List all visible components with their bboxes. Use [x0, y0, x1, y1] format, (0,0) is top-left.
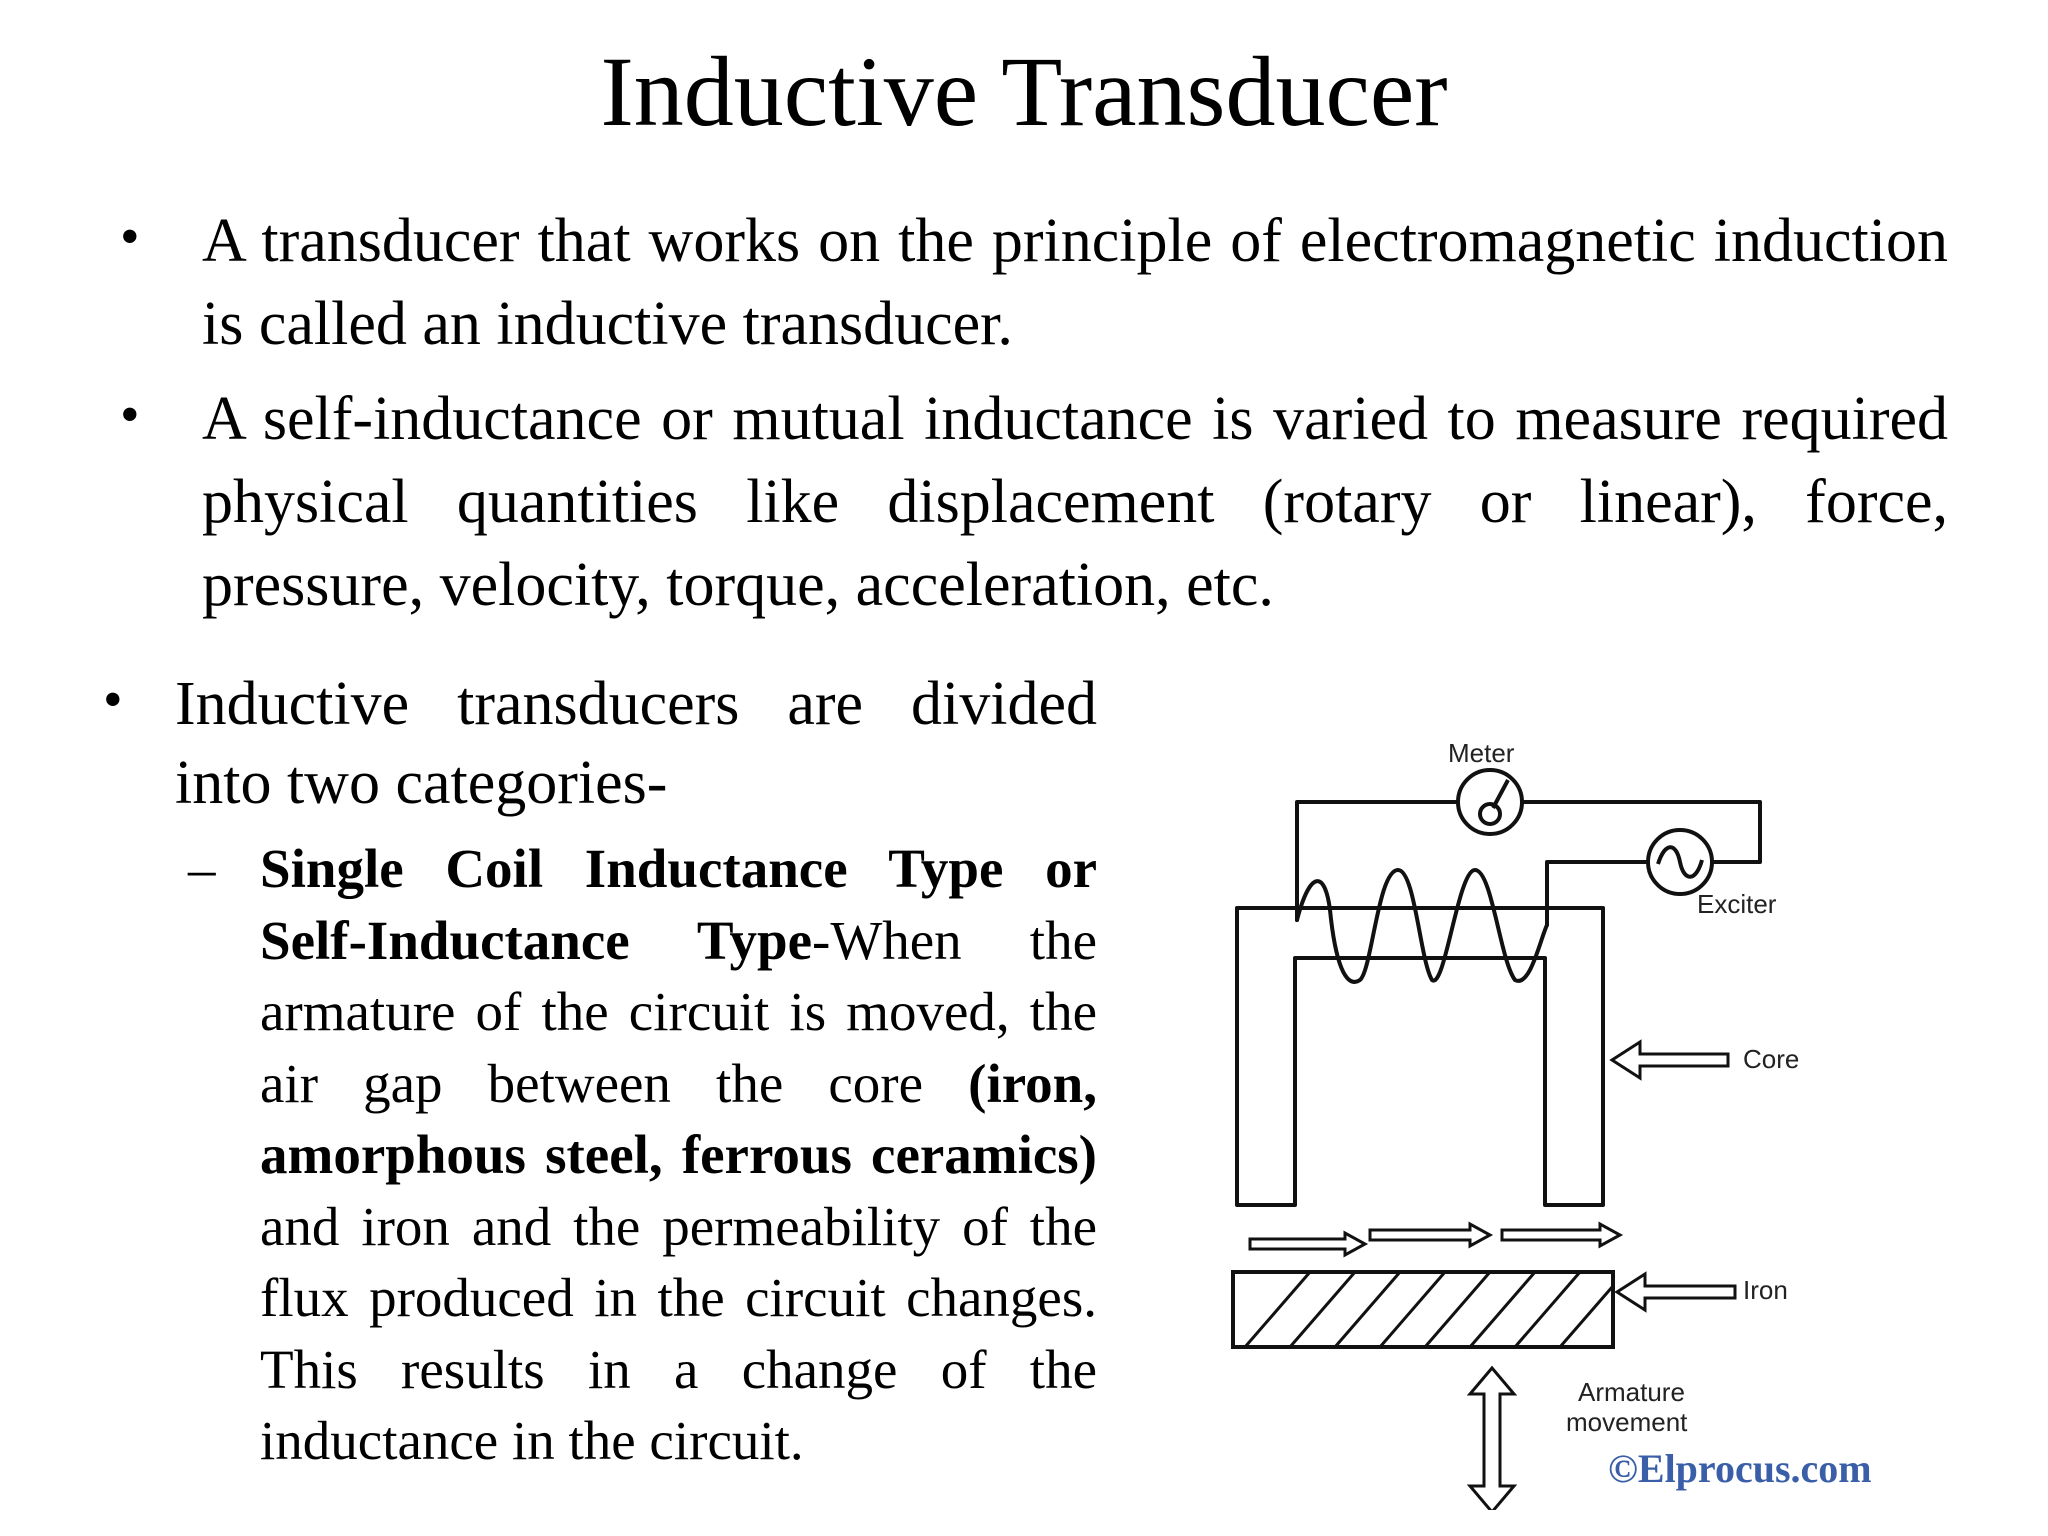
iron-armature [1233, 1272, 1613, 1347]
label-core: Core [1743, 1044, 1800, 1074]
label-exciter: Exciter [1697, 889, 1777, 919]
meter-icon [1458, 770, 1522, 834]
meter-wire-left [1297, 802, 1458, 920]
sub-bullet-emphasis: (iron, amorphous steel, ferrous ceramics) [260, 1052, 1097, 1185]
bullet-dot: • [120, 206, 140, 268]
label-armature: Armature [1578, 1377, 1685, 1407]
label-movement: movement [1566, 1407, 1688, 1437]
bullet-text: Inductive transducers are divided into two categories- [175, 670, 1097, 817]
sub-bullet-dash: – [188, 838, 216, 899]
bullet-dot: • [103, 669, 123, 731]
core-shape [1237, 908, 1603, 1205]
bullet-categories [103, 665, 1097, 823]
label-iron: Iron [1743, 1275, 1788, 1305]
bullet-text: A transducer that works on the principle of electromagnetic induction is called an inductive transducer. [202, 207, 1948, 358]
flux-arrows [1250, 1224, 1620, 1255]
bullet-text: A self-inductance or mutual inductance is varied to measure required physical quantities like displacement (rotary or linear), force, pressure, velocity, torque, acceleration, etc. [202, 385, 1948, 619]
sub-bullet-text-a: -When the armature of the circuit is moved, the air gap between the core [260, 909, 1097, 1114]
inductive-transducer-diagram [1200, 730, 1990, 1510]
bullet-measurement [120, 378, 1948, 627]
label-meter: Meter [1448, 738, 1515, 768]
coil-winding [1297, 870, 1547, 982]
exciter-wire [1547, 862, 1648, 925]
bullet-definition [120, 200, 1948, 366]
meter-wire-right [1522, 802, 1760, 862]
elprocus-watermark: ©Elprocus.com [1608, 1446, 1872, 1491]
exciter-icon [1648, 830, 1712, 894]
slide-title: Inductive Transducer [600, 36, 1448, 147]
sub-bullet-heading: Single Coil Inductance Type or Self-Inductance Type [260, 838, 1097, 971]
armature-movement-arrow [1470, 1368, 1514, 1510]
sub-bullet-text-b: and iron and the permeability of the flux produced in the circuit changes. This results in a change of the inductance in the circuit. [260, 1195, 1097, 1471]
bullet-dot: • [120, 384, 140, 446]
iron-arrow [1617, 1274, 1735, 1310]
sub-bullet-self-inductance [188, 833, 1097, 1477]
core-arrow [1612, 1042, 1728, 1078]
